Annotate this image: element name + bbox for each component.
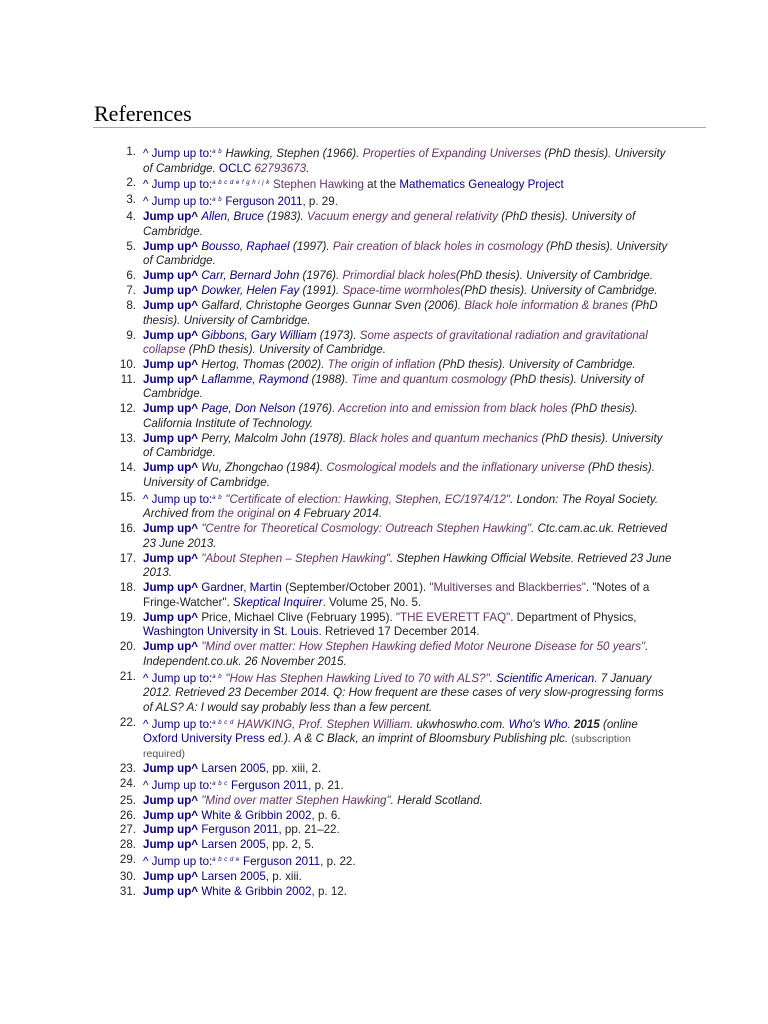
reference-item [119, 853, 673, 870]
reference-text: , p. 21. [308, 778, 344, 792]
reference-number: 9. [126, 328, 136, 342]
jump-up-link[interactable]: ^ [143, 717, 152, 731]
reference-text: (PhD thesis). University of Cambridge. [143, 239, 668, 268]
reference-text: . Department of Physics, [510, 610, 637, 624]
reference-number: 7. [126, 284, 136, 298]
reference-text: , p. xiii. [265, 870, 302, 884]
citation-link[interactable]: Who's Who [508, 717, 568, 731]
reference-item [126, 176, 673, 193]
jump-up-link[interactable]: ^ [143, 147, 152, 160]
reference-text: (1976). [299, 269, 343, 283]
reference-item [119, 823, 673, 838]
citation-link[interactable]: "How Has Stephen Hawking Lived to 70 with ALS?" [222, 671, 490, 685]
reference-text: , pp. 21–22. [278, 823, 340, 837]
backlink-letters[interactable]: a b c d [212, 719, 234, 726]
reference-text: , pp. xiii, 2. [265, 761, 322, 775]
citation-link[interactable]: "Mind over matter Stephen Hawking" [201, 793, 391, 807]
reference-number: 21. [119, 669, 136, 683]
jump-up-link[interactable]: Jump up to: [151, 195, 213, 209]
reference-item [119, 838, 673, 853]
jump-up-link[interactable]: Jump up^ [143, 808, 202, 822]
reference-text: (1988). [308, 372, 352, 386]
backlink-letters[interactable]: a b c d e [212, 857, 240, 864]
reference-item [119, 461, 673, 490]
citation-link[interactable]: "Centre for Theoretical Cosmology: Outreach Stephen Hawking" [201, 522, 532, 536]
reference-text: (1997). [289, 239, 333, 253]
backlink-letters[interactable]: a b [212, 494, 223, 501]
citation-link[interactable]: "About Stephen – Stephen Hawking" [201, 551, 391, 565]
references-list [119, 145, 673, 900]
reference-number: 17. [119, 551, 136, 565]
reference-item [119, 402, 673, 431]
citation-link[interactable]: Vacuum energy and general relativity [307, 210, 498, 224]
citation-link[interactable]: The origin of inflation [327, 357, 436, 371]
reference-number: 20. [119, 640, 136, 654]
reference-text: . Ctc.cam.ac.uk. Retrieved 23 June 2013. [143, 522, 668, 550]
backlink-letters[interactable]: a b [212, 673, 223, 680]
citation-link[interactable]: Allen, Bruce [201, 210, 264, 224]
citation-link[interactable]: Stephen Hawking [269, 178, 364, 192]
citation-link[interactable]: Black holes and quantum mechanics [349, 431, 539, 445]
citation-link[interactable]: Space-time wormholes [342, 284, 461, 298]
jump-up-link[interactable]: Jump up^ [143, 461, 202, 475]
reference-number: 16. [119, 522, 136, 536]
reference-text: (1973). [316, 328, 360, 342]
citation-link[interactable]: 62793673 [251, 161, 307, 175]
reference-text: (September/October 2001). [281, 581, 430, 595]
reference-item [126, 269, 673, 284]
reference-text: ed.). A & C Black, an imprint of Bloomsbury Publishing plc. [264, 732, 572, 746]
reference-item [119, 808, 673, 824]
reference-number: 5. [126, 239, 136, 253]
reference-text: . ukwhoswho.com. [410, 717, 509, 731]
jump-up-link[interactable]: Jump up^ [143, 610, 202, 624]
jump-up-link[interactable]: Jump up^ [143, 761, 202, 775]
reference-number: 26. [119, 808, 136, 822]
citation-link[interactable]: Skeptical Inquirer [233, 595, 323, 609]
reference-text: Wu, Zhongchao (1984). [201, 461, 327, 475]
reference-text: , p. 29. [302, 195, 338, 209]
reference-item [119, 870, 673, 885]
citation-link[interactable]: Dowker, Helen Fay [201, 284, 300, 298]
citation-link[interactable]: Properties of Expanding Universes [362, 147, 542, 160]
reference-text: . Independent.co.uk. 26 November 2015. [143, 640, 649, 668]
jump-up-link[interactable]: Jump up^ [143, 885, 202, 898]
citation-link[interactable]: White & Gribbin 2002 [201, 808, 312, 822]
reference-number: 14. [119, 461, 136, 475]
jump-up-link[interactable]: ^ [143, 855, 152, 869]
citation-link[interactable]: Cosmological models and the inflationary universe [326, 461, 585, 475]
reference-text: (PhD thesis). University of Cambridge. [143, 461, 655, 489]
citation-link[interactable]: Time and quantum cosmology [351, 372, 507, 386]
reference-text: (PhD thesis). University of Cambridge. [460, 284, 658, 298]
citation-link[interactable]: White & Gribbin 2002 [201, 885, 312, 898]
citation-link[interactable]: Pair creation of black holes in cosmology [332, 239, 543, 253]
jump-up-link[interactable]: Jump up^ [143, 299, 202, 313]
reference-text: (PhD thesis). University of Cambridge. [143, 147, 666, 175]
jump-up-link[interactable]: ^ [143, 778, 152, 792]
reference-number: 12. [119, 402, 136, 416]
citation-link[interactable]: Oxford University Press [143, 732, 265, 746]
reference-number: 4. [126, 210, 136, 224]
reference-number: 29. [119, 853, 136, 867]
reference-text: , pp. 2, 5. [265, 838, 315, 852]
citation-link[interactable]: Ferguson 2011 [201, 823, 279, 837]
reference-text: (PhD thesis). University of Cambridge. [185, 343, 386, 357]
jump-up-link[interactable]: Jump up^ [143, 838, 202, 852]
jump-up-link[interactable]: Jump up^ [143, 328, 202, 342]
backlink-letters[interactable]: a b c [212, 780, 228, 787]
jump-up-link[interactable]: Jump up^ [143, 372, 202, 386]
reference-text: (PhD thesis). University of Cambridge. [143, 372, 644, 401]
reference-text: , p. 12. [311, 885, 347, 898]
reference-text: Hawking, Stephen (1966). [222, 147, 363, 160]
jump-up-link[interactable]: Jump up to: [151, 778, 213, 792]
reference-item [126, 328, 673, 358]
citation-link[interactable]: Ferguson 2011 [239, 855, 321, 869]
jump-up-link[interactable]: Jump up^ [143, 402, 202, 416]
reference-number: 31. [119, 885, 136, 898]
jump-up-link[interactable]: ^ [143, 671, 152, 685]
reference-item [119, 610, 673, 640]
reference-item [119, 581, 673, 610]
backlink-letters[interactable]: a b [212, 197, 223, 204]
reference-item [119, 640, 673, 669]
jump-up-link[interactable]: Jump up^ [143, 870, 202, 884]
jump-up-link[interactable]: ^ [143, 178, 152, 192]
reference-number: 19. [119, 610, 136, 624]
reference-text: . "Notes of a Fringe-Watcher". [143, 581, 650, 609]
reference-text: . Stephen Hawking Official Website. Retrieved 23 June 2013. [143, 551, 672, 580]
reference-number: 23. [119, 761, 136, 775]
citation-link[interactable]: Carr, Bernard John [201, 269, 300, 283]
reference-number: 13. [119, 431, 136, 445]
reference-text: (PhD thesis). University of Cambridge. [435, 357, 636, 371]
citation-link[interactable]: the original [217, 507, 275, 521]
citation-link[interactable]: Some aspects of gravitational radiation and gravitational collapse [143, 328, 648, 357]
citation-link[interactable]: Larsen 2005 [201, 761, 266, 775]
reference-text: (PhD thesis). University of Cambridge. [455, 269, 654, 283]
reference-text: (PhD thesis). University of Cambridge. [143, 299, 658, 327]
jump-up-link[interactable]: Jump up^ [143, 823, 202, 837]
citation-link[interactable]: Laflamme, Raymond [201, 372, 309, 386]
reference-number: 3. [126, 193, 136, 207]
reference-text: (1976). [295, 402, 339, 416]
reference-item [119, 669, 673, 716]
citation-link[interactable]: Larsen 2005 [201, 838, 266, 852]
reference-text: Price, Michael Clive (February 1995). [201, 610, 396, 624]
reference-text: (PhD thesis). California Institute of Technology. [143, 402, 638, 430]
reference-item [126, 299, 673, 328]
reference-text: (1991). [299, 284, 343, 298]
reference-item [119, 793, 673, 809]
citation-link[interactable]: Gardner, Martin [201, 581, 282, 595]
reference-item [126, 210, 673, 239]
reference-item [126, 145, 673, 176]
reference-number: 10. [119, 357, 136, 371]
jump-up-link[interactable]: Jump up^ [143, 551, 202, 565]
reference-number: 2. [126, 176, 136, 190]
jump-up-link[interactable]: Jump up^ [143, 581, 202, 595]
citation-link[interactable]: Scientific American [496, 671, 595, 685]
heading-divider [93, 127, 706, 128]
reference-text: . Volume 25, No. 5. [322, 595, 422, 609]
reference-text: Perry, Malcolm John (1978). [201, 431, 350, 445]
jump-up-link[interactable]: Jump up^ [143, 640, 202, 654]
jump-up-link[interactable]: Jump up^ [143, 793, 202, 807]
citation-link[interactable]: Ferguson 2011 [222, 195, 303, 209]
reference-item [119, 551, 673, 581]
reference-item [119, 522, 673, 551]
jump-up-link[interactable]: Jump up to: [151, 855, 213, 869]
backlink-letters[interactable]: a b [212, 149, 223, 155]
reference-text: Hertog, Thomas (2002). [201, 357, 328, 371]
reference-item [126, 239, 673, 269]
jump-up-link[interactable]: Jump up^ [143, 284, 202, 298]
reference-number: 28. [119, 838, 136, 852]
reference-number: 24. [119, 776, 136, 790]
subscription-note: (subscription required) [143, 733, 631, 760]
citation-link[interactable]: "Certificate of election: Hawking, Stephen, EC/1974/12" [222, 492, 511, 506]
citation-link[interactable]: Washington University in St. Louis [143, 625, 319, 639]
reference-number: 11. [120, 372, 136, 386]
reference-item [126, 284, 673, 299]
reference-item [119, 885, 673, 900]
reference-item [119, 761, 673, 777]
jump-up-link[interactable]: ^ [143, 492, 152, 506]
section-heading: References [94, 101, 192, 126]
reference-text: on 4 February 2014. [274, 507, 383, 521]
jump-up-link[interactable]: Jump up^ [143, 239, 202, 253]
jump-up-link[interactable]: Jump up^ [143, 210, 202, 224]
citation-link[interactable]: Gibbons, Gary William [201, 328, 317, 342]
jump-up-link[interactable]: Jump up^ [143, 357, 202, 371]
reference-text: . Herald Scotland. [390, 793, 483, 807]
reference-number: 15. [119, 490, 136, 504]
citation-link[interactable]: "Mind over matter: How Stephen Hawking defied Motor Neurone Disease for 50 years" [201, 640, 646, 654]
reference-number: 6. [126, 269, 136, 283]
reference-item [119, 357, 673, 373]
reference-item [119, 431, 673, 461]
reference-text: at the [363, 178, 400, 192]
reference-number: 22. [119, 715, 136, 729]
jump-up-link[interactable]: Jump up to: [151, 671, 213, 685]
citation-link[interactable]: Larsen 2005 [201, 870, 266, 884]
citation-link[interactable]: "Multiverses and Blackberries" [429, 581, 586, 595]
reference-text: . [567, 717, 574, 731]
citation-link[interactable]: Black hole information & branes [464, 299, 628, 313]
reference-item [120, 372, 673, 402]
reference-text: . London: The Royal Society. Archived from [143, 492, 659, 521]
reference-number: 1. [126, 145, 136, 158]
reference-text: , p. 6. [311, 808, 341, 822]
reference-number: 18. [119, 581, 136, 595]
reference-text: (PhD thesis). University of Cambridge. [143, 210, 636, 238]
jump-up-link[interactable]: Jump up to: [151, 717, 213, 731]
reference-text: (PhD thesis). University of Cambridge. [143, 431, 663, 460]
reference-item [119, 715, 673, 762]
jump-up-link[interactable]: Jump up^ [143, 431, 202, 445]
jump-up-link[interactable]: Jump up^ [143, 522, 202, 536]
citation-link[interactable]: Bousso, Raphael [201, 239, 290, 253]
reference-number: 25. [119, 793, 136, 807]
citation-link[interactable]: OCLC [219, 161, 252, 175]
reference-item [119, 776, 673, 794]
reference-text: , p. 22. [320, 855, 356, 869]
reference-text: . 7 January 2012. Retrieved 23 December 2014. Q: How frequent are these cases of very slow-progressing forms of ALS? A: I would say probably less than a few percent. [143, 671, 664, 714]
reference-number: 30. [119, 870, 136, 884]
citation-link[interactable]: Page, Don Nelson [201, 402, 296, 416]
reference-text: . Retrieved 17 December 2014. [318, 625, 480, 639]
reference-text: (1983). [263, 210, 308, 224]
reference-number: 8. [126, 299, 136, 313]
reference-text: 2015 [573, 717, 600, 731]
reference-number: 27. [119, 823, 136, 837]
jump-up-link[interactable]: Jump up to: [151, 492, 213, 506]
reference-text: . [489, 671, 497, 685]
citation-link[interactable]: Primordial black holes [342, 269, 456, 283]
jump-up-link[interactable]: Jump up to: [151, 178, 213, 192]
jump-up-link[interactable]: Jump up^ [143, 269, 202, 283]
reference-item [119, 490, 673, 522]
backlink-letters[interactable]: a b c d e f g h i j k [212, 180, 270, 187]
jump-up-link[interactable]: Jump up to: [151, 147, 213, 160]
reference-item [126, 193, 673, 210]
jump-up-link[interactable]: ^ [143, 195, 152, 209]
citation-link[interactable]: Ferguson 2011 [227, 778, 309, 792]
reference-text: (online [599, 717, 638, 731]
reference-text: Galfard, Christophe Georges Gunnar Sven (2006). [201, 299, 465, 313]
citation-link[interactable]: Mathematics Genealogy Project [399, 178, 564, 192]
reference-text: . [306, 161, 310, 175]
citation-link[interactable]: Accretion into and emission from black holes [338, 402, 568, 416]
citation-link[interactable]: "THE EVERETT FAQ" [395, 610, 511, 624]
citation-link[interactable]: HAWKING, Prof. Stephen William [233, 717, 410, 731]
